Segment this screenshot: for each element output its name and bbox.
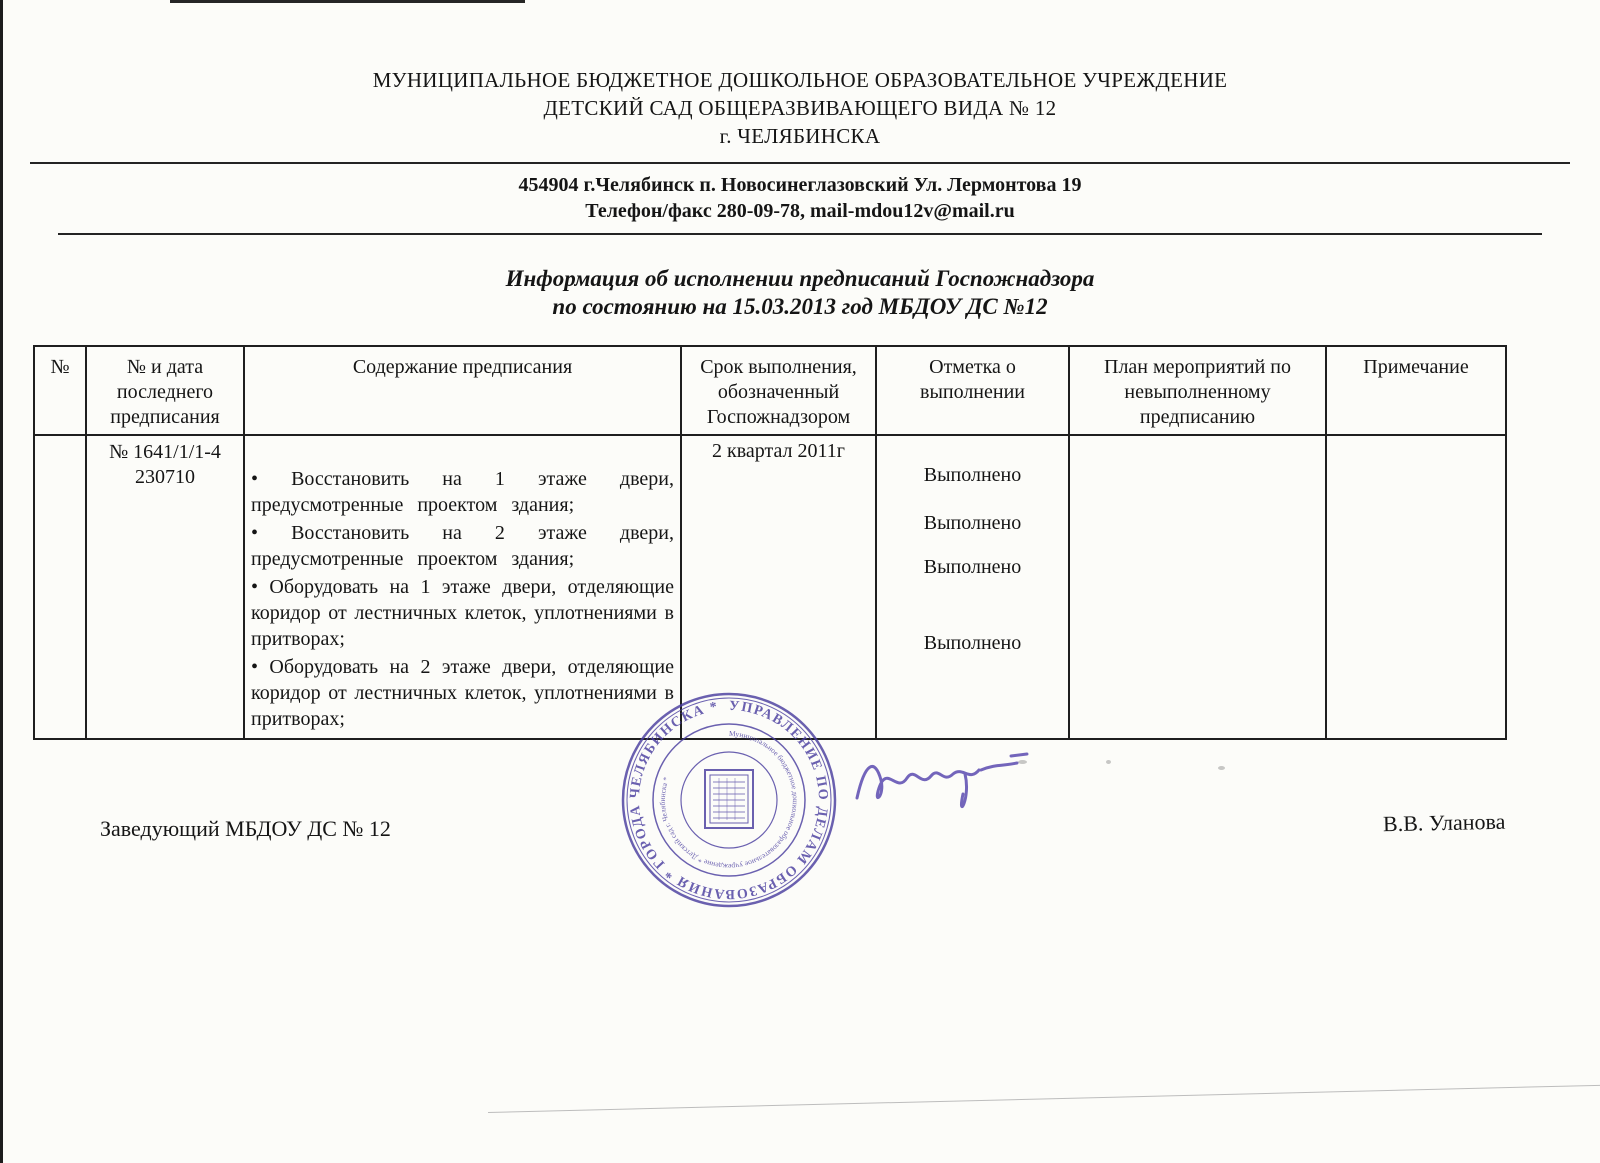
divider-top	[30, 162, 1570, 164]
contact-line: Телефон/факс 280-09-78, mail-mdou12v@mail.ru	[585, 200, 1015, 222]
address-line: 454904 г.Челябинск п. Новосинеглазовский Ул. Лермонтова 19	[518, 174, 1082, 196]
stamp-inner-text: Муниципальное бюджетное дошкольное образовательное учреждение * Детский сад г. Челябинска *	[657, 728, 801, 872]
official-stamp	[615, 686, 843, 914]
column-header-status: Отметка о выполнении	[876, 346, 1069, 435]
signer-title: Заведующий МБДОУ ДС № 12	[100, 816, 391, 841]
scan-artifact-top-edge	[170, 0, 525, 3]
column-header-deadline: Срок выполнения, обозначенный Госпожнадзором	[681, 346, 876, 435]
scan-artifact-left-edge	[0, 0, 3, 1163]
order-number: № 1641/1/1-4	[109, 441, 221, 463]
divider-bottom	[58, 233, 1542, 235]
column-header-content: Содержание предписания	[244, 346, 681, 435]
cell-plan	[1069, 435, 1326, 739]
column-header-num: №	[34, 346, 86, 435]
column-header-order: № и дата последнего предписания	[86, 346, 244, 435]
stamp-emblem	[705, 770, 753, 828]
scan-speck	[1106, 760, 1111, 764]
cell-order	[86, 435, 244, 739]
document-title-line2: по состоянию на 15.03.2013 год МБДОУ ДС №12	[552, 294, 1048, 319]
prescription-item: • Восстановить на 1 этаже двери, предусмотренные проектом здания;	[251, 466, 674, 518]
prescription-item: • Оборудовать на 1 этаже двери, отделяющие коридор от лестничных клеток, уплотнениями в притворах;	[251, 574, 674, 652]
organization-header	[0, 66, 1600, 150]
signature	[845, 736, 1035, 841]
cell-note	[1326, 435, 1506, 739]
column-header-plan: План мероприятий по невыполненному предписанию	[1069, 346, 1326, 435]
signer-name: В.В. Уланова	[1382, 808, 1506, 837]
document-title-line1: Информация об исполнении предписаний Госпожнадзора	[505, 266, 1095, 291]
prescription-item: • Восстановить на 2 этаже двери, предусмотренные проектом здания;	[251, 520, 674, 572]
column-header-note: Примечание	[1326, 346, 1506, 435]
stamp-outer-text: УПРАВЛЕНИЕ ПО ДЕЛАМ ОБРАЗОВАНИЯ * ГОРОДА ЧЕЛЯБИНСКА *	[627, 698, 831, 902]
org-city-line: г. ЧЕЛЯБИНСКА	[719, 124, 881, 148]
scan-artifact-bottom-line	[488, 1084, 1600, 1113]
document-title	[0, 265, 1600, 321]
cell-num	[34, 435, 86, 739]
org-name-line1: МУНИЦИПАЛЬНОЕ БЮДЖЕТНОЕ ДОШКОЛЬНОЕ ОБРАЗОВАТЕЛЬНОЕ УЧРЕЖДЕНИЕ	[372, 68, 1228, 92]
table-header-row	[34, 346, 1506, 435]
org-name-line2: ДЕТСКИЙ САД ОБЩЕРАЗВИВАЮЩЕГО ВИДА № 12	[543, 96, 1057, 120]
deadline-text: 2 квартал 2011г	[712, 440, 845, 462]
compliance-table	[33, 345, 1507, 740]
status-mark: Выполнено	[923, 512, 1022, 534]
scan-speck	[1218, 766, 1225, 770]
prescription-list	[251, 466, 674, 732]
status-mark: Выполнено	[923, 464, 1022, 486]
status-mark: Выполнено	[923, 632, 1022, 654]
status-mark: Выполнено	[923, 556, 1022, 578]
cell-status	[876, 435, 1069, 739]
address-block	[0, 172, 1600, 224]
prescription-item: • Оборудовать на 2 этаже двери, отделяющие коридор от лестничных клеток, уплотнениями в притворах;	[251, 654, 674, 732]
order-date: 230710	[135, 466, 195, 488]
